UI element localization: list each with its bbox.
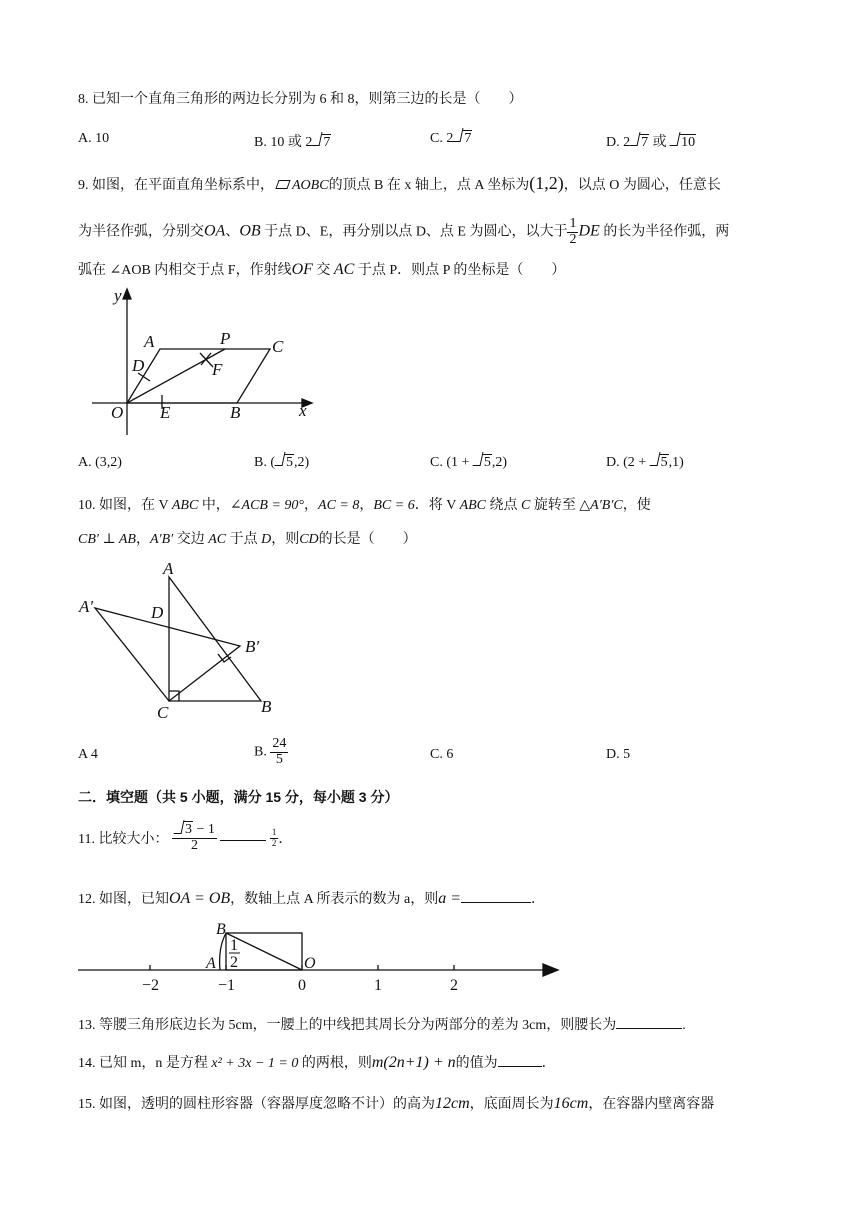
sqrt-symbol: 5 xyxy=(275,455,294,471)
label-c: C xyxy=(157,703,169,722)
label-d: D xyxy=(132,356,145,375)
label-b: B xyxy=(261,697,272,716)
label-one: 1 xyxy=(230,937,238,954)
tick-label: 0 xyxy=(298,977,306,994)
q12-number-line xyxy=(78,920,568,1000)
q8-stem: 8. 已知一个直角三角形的两边长分别为 6 和 8，则第三边的长是（ ） xyxy=(78,92,523,107)
arc-ba xyxy=(220,933,226,970)
tick-label: 2 xyxy=(450,977,458,994)
label-b: B xyxy=(230,403,241,422)
q8-option-b: B. 10 或 2 7 xyxy=(254,135,331,150)
q8-option-d: D. 2 7 或 10 xyxy=(606,135,696,150)
sqrt-symbol: 5 xyxy=(650,455,669,471)
fraction: $\frac{3 - 1}{2}$ xyxy=(172,823,217,853)
label-a: A xyxy=(144,332,155,351)
q10-stem-line2: CB′ ⊥ AB，A′B′ 交边 AC 于点 D，则CD的长是（ ） xyxy=(78,532,417,547)
label-y: y xyxy=(114,286,122,305)
label-o: O xyxy=(111,403,124,422)
q10-option-d: D. 5 xyxy=(606,747,631,762)
fraction: $\frac{1}{2}$ xyxy=(569,216,577,247)
q9-stem-line2: 为半径作弧，分别交OA、OB 于点 D、E，再分别以点 D、点 E 为圆心，以大于 $\frac{1}{2}$ DE 的长为半径作弧，两 xyxy=(78,216,730,247)
sqrt-symbol: 7 xyxy=(453,131,472,147)
fraction: $\frac{24}{5}$ xyxy=(272,736,287,767)
parallelogram-aobc xyxy=(127,349,270,403)
answer-blank[interactable] xyxy=(461,902,531,903)
q15-stem: 15. 如图，透明的圆柱形容器（容器厚度忽略不计）的高为12cm，底面周长为16cm，在容器内壁离容器 xyxy=(78,1095,715,1112)
q9-stem-line3: 弧在 ∠AOB 内相交于点 F，作射线OF 交 AC 于点 P．则点 P 的坐标是（ ） xyxy=(78,261,566,278)
q8-option-a: A. 10 xyxy=(78,131,110,146)
label-f: F xyxy=(212,360,223,379)
fraction-small: $\frac{1}{2}$ xyxy=(271,827,277,848)
sqrt-symbol: 7 xyxy=(312,135,331,151)
label-a: A xyxy=(163,559,174,578)
answer-blank[interactable] xyxy=(498,1066,542,1067)
q8-option-c: C. 2 7 xyxy=(430,131,472,146)
label-a-prime: A′ xyxy=(79,597,94,616)
q9-option-a: A. (3,2) xyxy=(78,455,122,470)
y-axis-arrow xyxy=(123,289,131,299)
q10-option-a: A 4 xyxy=(78,747,98,762)
label-b-prime: B′ xyxy=(245,637,260,656)
answer-blank[interactable] xyxy=(220,840,266,841)
q14-stem: 14. 已知 m，n 是方程 x² + 3x − 1 = 0 的两根，则m(2n+1) + n的值为 ． xyxy=(78,1054,556,1071)
answer-blank[interactable] xyxy=(616,1028,682,1029)
q10-stem-line1: 10. 如图，在 V ABC 中，∠ACB = 90°，AC = 8，BC = 6．将 V ABC 绕点 C 旋转至 △A′B′C，使 xyxy=(78,498,651,513)
q9-stem-line1: 9. 如图，在平面直角坐标系中， AOBC的顶点 B 在 x 轴上，点 A 坐标为(1,2)，以点 O 为圆心，任意长 xyxy=(78,173,721,193)
q9-option-c: C. (1 + 5,2) xyxy=(430,455,508,470)
label-d: D xyxy=(151,603,164,622)
q9-figure xyxy=(80,285,320,445)
section-heading: 二．填空题（共 5 小题，满分 15 分，每小题 3 分） xyxy=(78,789,399,805)
q13-stem: 13. 等腰三角形底边长为 5cm，一腰上的中线把其周长分为两部分的差为 3cm，则腰长为 . xyxy=(78,1018,686,1033)
q10-figure xyxy=(75,560,285,720)
sqrt-symbol: 5 xyxy=(473,455,492,471)
parallelogram-icon xyxy=(275,180,290,189)
label-a: A xyxy=(206,955,216,972)
sqrt-symbol: 7 xyxy=(630,135,649,151)
tick-label: 1 xyxy=(374,977,382,994)
number-axis-arrow xyxy=(543,964,558,976)
q9-option-b: B. ( 5,2) xyxy=(254,455,310,470)
label-o: O xyxy=(304,955,316,972)
label-c: C xyxy=(272,337,284,356)
label-x: x xyxy=(299,401,307,420)
q10-option-b: B. $\frac{24}{5}$ xyxy=(254,736,287,767)
q9-option-d: D. (2 + 5,1) xyxy=(606,455,684,470)
sqrt-symbol: 3 xyxy=(174,823,193,838)
label-e: E xyxy=(160,403,171,422)
label-b: B xyxy=(216,921,226,938)
q12-stem: 12. 如图，已知OA = OB，数轴上点 A 所表示的数为 a，则a = ． xyxy=(78,890,546,907)
q10-option-c: C. 6 xyxy=(430,747,454,762)
sqrt-symbol: 10 xyxy=(670,135,696,151)
label-p: P xyxy=(220,329,231,348)
label-two: 2 xyxy=(230,954,238,971)
tick-label: −2 xyxy=(142,977,160,994)
tick-label: −1 xyxy=(218,977,236,994)
q11-stem: 11. 比较大小： $\frac{3 - 1}{2}$ $\frac{1}{2}$ ． xyxy=(78,822,293,853)
